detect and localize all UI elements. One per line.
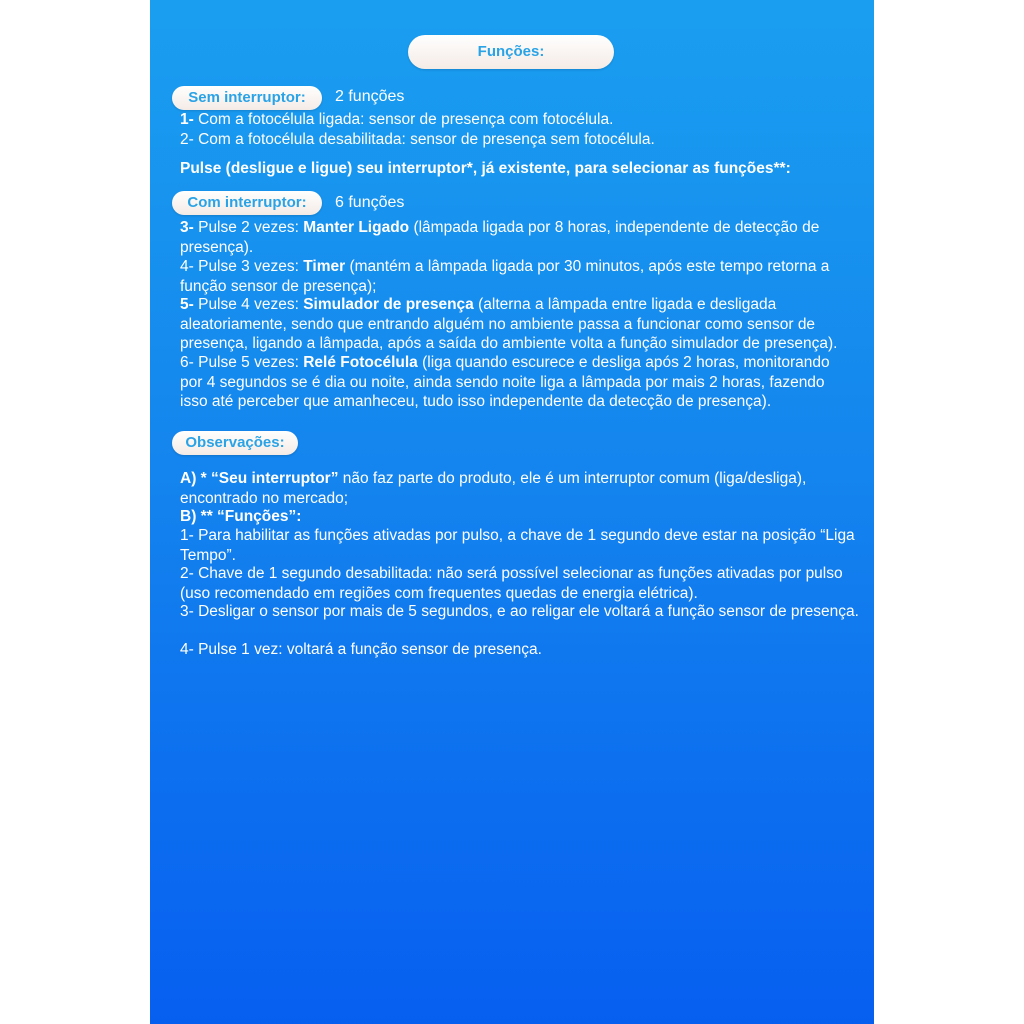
item-number: 4- xyxy=(180,258,194,275)
list-item xyxy=(180,295,852,354)
note-a-text: não faz parte do produto, ele é um interruptor comum (liga/desliga), encontrado no mercado; xyxy=(180,470,807,507)
section-count: 6 funções xyxy=(335,194,405,211)
item-text: (alterna a lâmpada entre ligada e desligada aleatoriamente, sendo que entrando alguém no ambiente passa a funcionar como sensor de presença, ligando a lâmpada, após a saída do ambiente volta a função simulador de presença). xyxy=(180,296,838,352)
list-item: 1- Para habilitar as funções ativadas por pulso, a chave de 1 segundo deve estar na posição “Liga Tempo”. xyxy=(180,527,855,564)
page-title: Funções: xyxy=(408,35,614,69)
item-number: 1- xyxy=(180,111,194,128)
item-number: 5- xyxy=(180,296,194,313)
item-function-name: Timer xyxy=(303,258,346,275)
list-item: 2- Chave de 1 segundo desabilitada: não será possível selecionar as funções ativadas por pulso (uso recomendado em regiões com frequentes quedas de energia elétrica). xyxy=(180,565,843,602)
list-item xyxy=(180,353,852,412)
item-prefix: Pulse 5 vezes: xyxy=(193,354,304,371)
section-label-com-interruptor: Com interruptor: xyxy=(172,191,322,215)
item-prefix: Pulse 2 vezes: xyxy=(193,219,304,236)
list-item xyxy=(180,218,852,257)
item-text: (lâmpada ligada por 8 horas, independente de detecção de presença). xyxy=(180,219,820,256)
item-text: Com a fotocélula desabilitada: sensor de presença sem fotocélula. xyxy=(193,131,655,148)
section-label-sem-interruptor: Sem interruptor: xyxy=(172,86,322,110)
item-function-name: Manter Ligado xyxy=(303,219,410,236)
document-panel xyxy=(150,0,874,1024)
note-b-title: B) ** “Funções”: xyxy=(180,508,302,525)
list-item xyxy=(180,110,860,130)
item-number: 2- xyxy=(180,131,194,148)
list-item: 3- Desligar o sensor por mais de 5 segundos, e ao religar ele voltará a função sensor de presença. xyxy=(180,603,859,620)
item-number: 6- xyxy=(180,354,194,371)
item-function-name: Simulador de presença xyxy=(303,296,474,313)
item-text: (mantém a lâmpada ligada por 30 minutos, após este tempo retorna a função sensor de presença); xyxy=(180,258,830,295)
section-count: 2 funções xyxy=(335,88,405,105)
note-a-title: A) * “Seu interruptor” xyxy=(180,470,339,487)
item-function-name: Relé Fotocélula xyxy=(303,354,418,371)
item-prefix: Pulse 4 vezes: xyxy=(193,296,304,313)
item-text: (liga quando escurece e desliga após 2 horas, monitorando por 4 segundos se é dia ou noite, ainda sendo noite liga a lâmpada por mais 2 horas, fazendo isso até perceber que amanheceu, tudo isso independente da detecção de presença). xyxy=(180,354,830,410)
item-number: 3- xyxy=(180,219,194,236)
list-item xyxy=(180,130,860,150)
section-label-observacoes: Observações: xyxy=(172,431,298,455)
item-text: Com a fotocélula ligada: sensor de presença com fotocélula. xyxy=(193,111,614,128)
list-item: 4- Pulse 1 vez: voltará a função sensor de presença. xyxy=(180,641,542,658)
list-item xyxy=(180,257,852,296)
instruction-text: Pulse (desligue e ligue) seu interruptor*, já existente, para selecionar as funções**: xyxy=(180,160,791,177)
note-a xyxy=(180,469,865,508)
item-prefix: Pulse 3 vezes: xyxy=(193,258,304,275)
